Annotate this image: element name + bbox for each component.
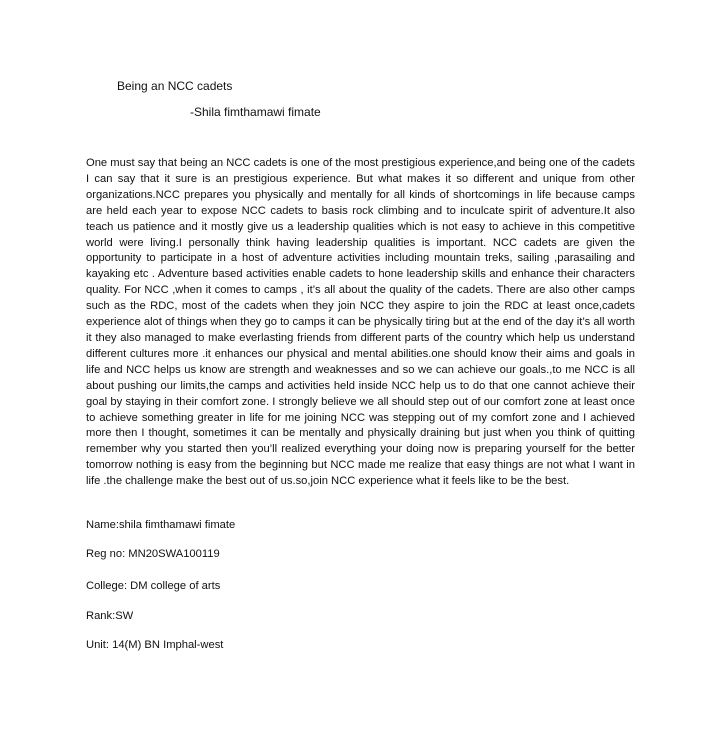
document-title: Being an NCC cadets (117, 79, 233, 93)
registration-number: Reg no: MN20SWA100119 (86, 548, 220, 560)
essay-body: One must say that being an NCC cadets is one of the most prestigious experience,and being one of the cadets I can say that it sure is an prestigious experience. But what makes it so different and unique from other organizations.NCC prepares you physically and mentally for all kinds of shortcomings in life because camps are held each year to expose NCC cadets to basis rock climbing and to inculcate spirit of adventure.It also teach us patience and it mostly give us a leadership qualities which is not easy to achieve in this competitive world were living.I personally think having leadership qualities is important. NCC cadets are given the opportunity to participate in a host of adventure activities including mountain treks, sailing ,parasailing and kayaking etc . Adventure based activities enable cadets to hone leadership skills and enhance their characters quality. For NCC ,when it comes to camps , it’s all about the quality of the cadets. There are also other camps such as the RDC, most of the cadets when they join NCC they aspire to join the RDC at least once,cadets experience alot of things when they go to camps it can be physically tiring but at the end of the day it’s all worth it they also managed to make everlasting friends from different parts of the country which help us understand different cultures more .it enhances our physical and mental abilities.one should know their aims and goals in life and NCC helps us know are strength and weaknesses and so we can achieve our goals.,to me NCC is all about pushing our limits,the camps and activities held inside NCC help us to do that one cannot achieve their goal by staying in their comfort zone. I strongly believe we all should step out of our comfort zone at least once to achieve something greater in life for me joining NCC was stepping out of my comfort zone and I achieved more then I thought, sometimes it can be mentally and physically draining but just when you think of quitting remember why you started then you’ll realized everything your doing now is preparing yourself for the better tomorrow nothing is easy from the beginning but NCC made me realize that easy things are not what I want in life .the challenge make the best out of us.so,join NCC experience what it feels like to be the best. (86, 157, 635, 488)
document-author: -Shila fimthamawi fimate (190, 105, 321, 119)
author-name: Name:shila fimthamawi fimate (86, 519, 236, 531)
unit: Unit: 14(M) BN Imphal-west (86, 639, 224, 651)
rank: Rank:SW (86, 610, 134, 622)
college-name: College: DM college of arts (86, 580, 221, 592)
